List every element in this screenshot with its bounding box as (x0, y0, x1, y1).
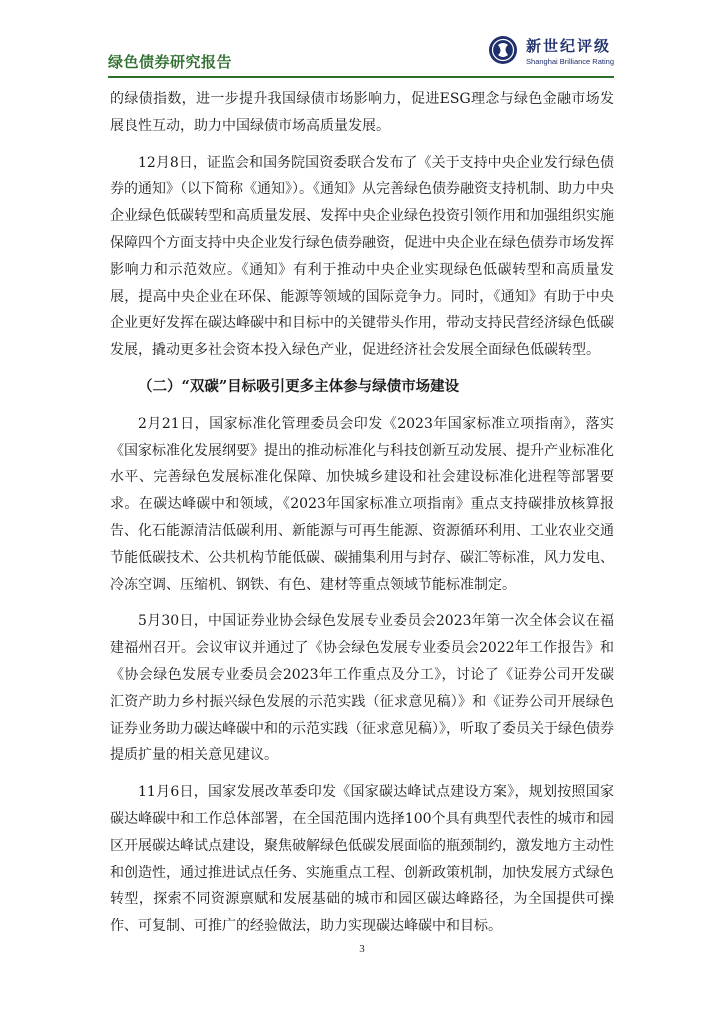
page-number: 3 (359, 943, 365, 955)
paragraph-green-bond-notice: 12月8日，证监会和国务院国资委联合发布了《关于支持中央企业发行绿色债券的通知》（以下简称《通知》）。《通知》从完善绿色债券融资支持机制、助力中央企业绿色低碳转型和高质量发展、发挥中央企业绿色投资引领作用和加强组织实施保障四个方面支持中央企业发行绿色债券融资，促进中央企业在绿色债券市场发挥影响力和示范效应。《通知》有利于推动中央企业实现绿色低碳转型和高质量发展，提高中央企业在环保、能源等领域的国际竞争力。同时，《通知》有助于中央企业更好发挥在碳达峰碳中和目标中的关键带头作用，带动支持民营经济绿色低碳发展，撬动更多社会资本投入绿色产业，促进经济社会发展全面绿色低碳转型。 (110, 154, 614, 359)
header-divider (108, 76, 614, 78)
logo-chinese-name: 新世纪评级 (526, 36, 612, 55)
document-body (110, 86, 614, 940)
report-title: 绿色债券研究报告 (108, 53, 233, 71)
paragraph-carbon-peak-pilot: 11月6日，国家发展改革委印发《国家碳达峰试点建设方案》，规划按照国家碳达峰碳中和工作总体部署，在全国范围内选择100个具有典型代表性的城市和园区开展碳达峰试点建设，聚焦破解绿色低碳发展面临的瓶颈制约，激发地方主动性和创造性，通过推进试点任务、实施重点工程、创新政策机制，加快发展方式绿色转型，探索不同资源禀赋和发展基础的城市和园区碳达峰路径，为全国提供可操作、可复制、可推广的经验做法，助力实现碳达峰碳中和目标。 (110, 784, 614, 935)
page-header (108, 28, 614, 76)
section-heading: （二）“双碳”目标吸引更多主体参与绿债市场建设 (138, 377, 460, 395)
paragraph-securities-association: 5月30日，中国证券业协会绿色发展专业委员会2023年第一次全体会议在福建福州召开。会议审议并通过了《协会绿色发展专业委员会2022年工作报告》和《协会绿色发展专业委员会2023年工作重点及分工》，讨论了《证券公司开发碳汇资产助力乡村振兴绿色发展的示范实践（征求意见稿）》和《证券公司开展绿色证券业务助力碳达峰碳中和的示范实践（征求意见稿）》，听取了委员关于绿色债券提质扩量的相关意见建议。 (110, 613, 614, 764)
logo-emblem-icon (488, 35, 518, 65)
paragraph-standards-guide: 2月21日，国家标准化管理委员会印发《2023年国家标准立项指南》，落实《国家标准化发展纲要》提出的推动标准化与科技创新互动发展、提升产业标准化水平、完善绿色发展标准化保障、加快城乡建设和社会建设标准化进程等部署要求。在碳达峰碳中和领域，《2023年国家标准立项指南》重点支持碳排放核算报告、化石能源清洁低碳利用、新能源与可再生能源、资源循环利用、工业农业交通节能低碳技术、公共机构节能低碳、碳捕集利用与封存、碳汇等标准，风力发电、冷冻空调、压缩机、钢铁、有色、建材等重点领域节能标准制定。 (110, 415, 614, 593)
logo-english-name: Shanghai Brilliance Rating (526, 56, 614, 66)
company-logo (488, 28, 614, 72)
paragraph-continued: 的绿债指数，进一步提升我国绿债市场影响力，促进ESG理念与绿色金融市场发展良性互动，助力中国绿债市场高质量发展。 (110, 91, 614, 134)
logo-text (526, 35, 614, 66)
